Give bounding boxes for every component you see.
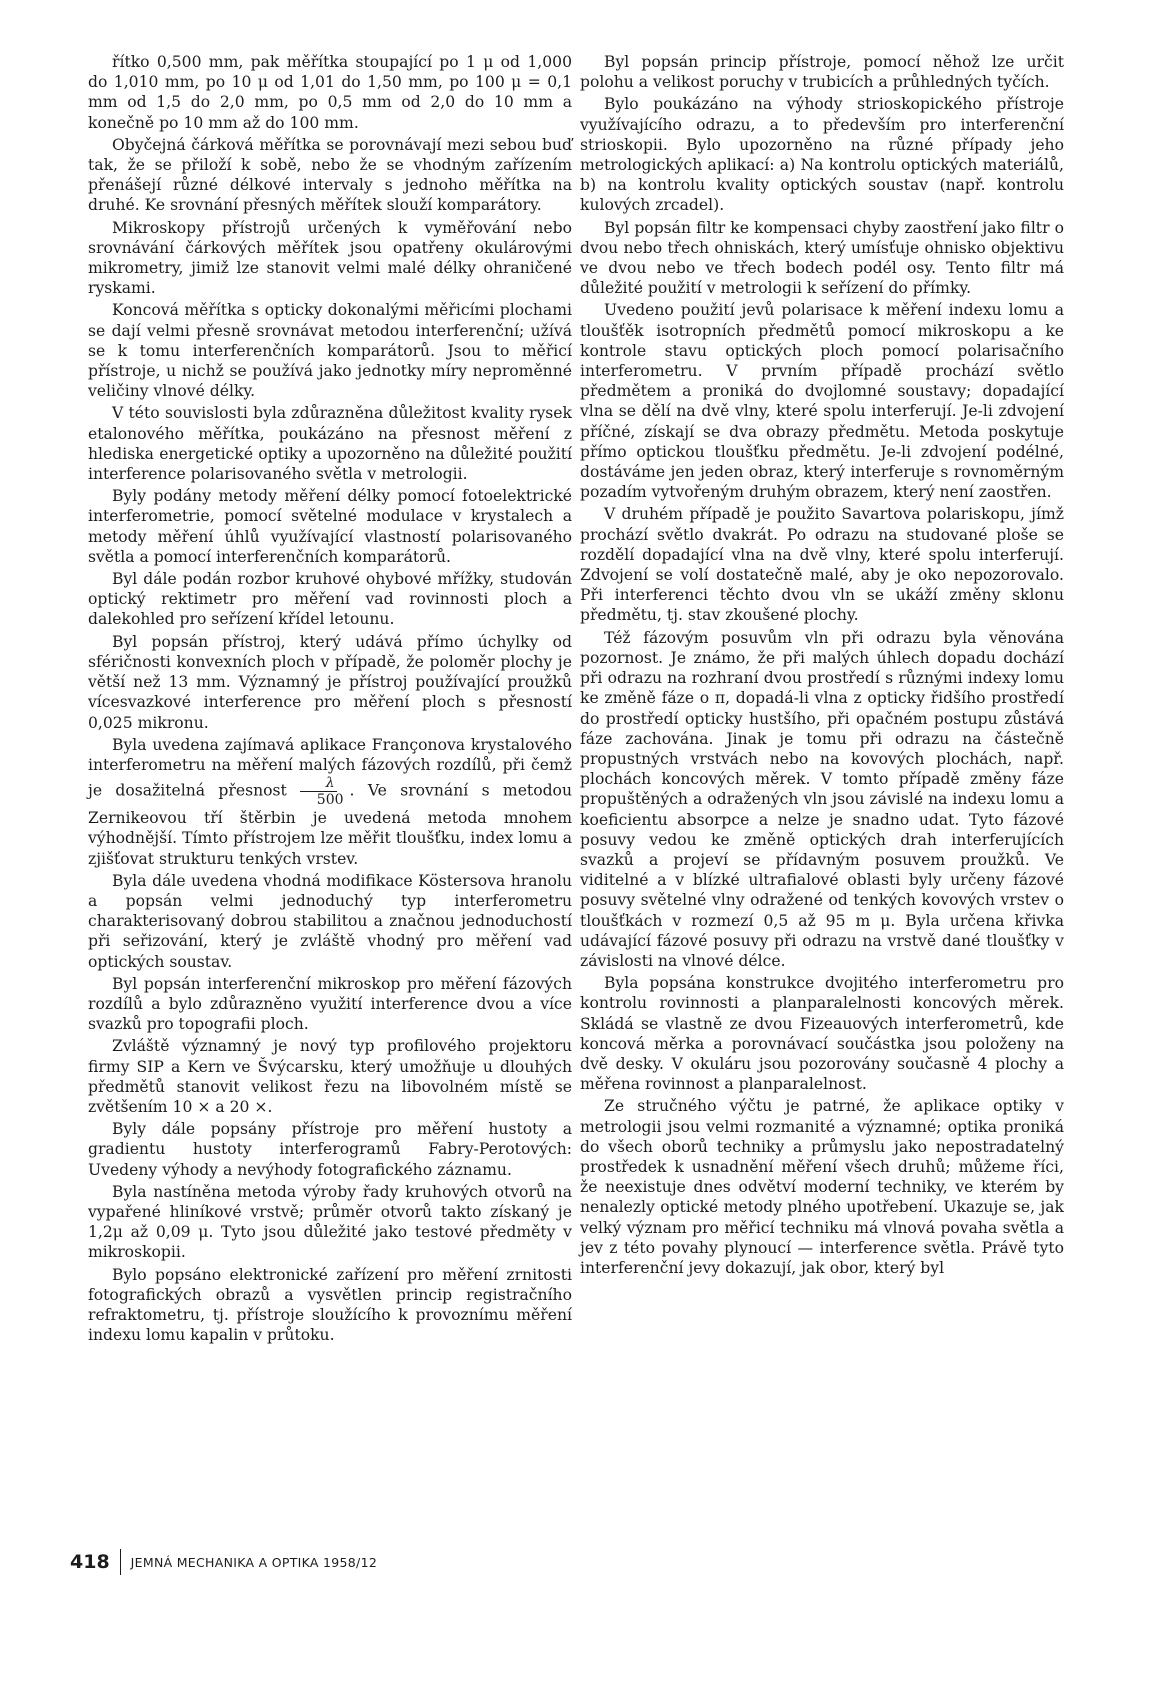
- paragraph-text: Byla uvedena zajímavá aplikace Françonova krystalového interferometru na měření malých fázových rozdílů, při čemž je dosažitelná přesnost: [88, 735, 572, 800]
- paragraph: Byla nastíněna metoda výroby řady kruhových otvorů na vypařené hliníkové vrstvě; průměr otvorů takto získaný je 1,2μ až 0,09 μ. Tyto jsou důležité jako testové předměty v mikroskopii.: [88, 1182, 572, 1262]
- fraction-numerator: λ: [300, 775, 337, 792]
- paragraph-text: . Ve srovnání s metodou Zernikeovou tří štěrbin je uvedená metoda mnohem výhodnější. Tímto přístrojem lze měřit tloušťku, index lomu a zjišťovat strukturu tenkých vrstev.: [88, 781, 572, 868]
- paragraph: Též fázovým posuvům vln při odrazu byla věnována pozornost. Je známo, že při malých úhlech dopadu dochází při odrazu na rozhraní dvou prostředí s různými indexy lomu ke změně fáze o π, dopadá-li vlna z opticky řidšího prostředí do prostředí opticky hustšího, při opačném postupu zůstává fáze zachována. Jinak je tomu při odrazu na částečně propustných vrstvách nebo na kovových plochách, např. plochách koncových měrek. V tomto případě změny fáze propuštěných a odražených vln jsou závislé na indexu lomu a koeficientu absorpce a nelze je snadno udat. Tyto fázové posuvy vedou ke změně optických drah interferujících svazků a projeví se přídavným posuvem proužků. Ve viditelné a v blízké ultrafialové oblasti byly určeny fázové posuvy světelné vlny odražené od tenkých kovových vrstev o tloušťkách v rozmezí 0,5 až 95 m μ. Byla určena křivka udávající fázové posuvy při odrazu na vrstvě dané tloušťky v závislosti na vlnové délce.: [580, 628, 1064, 970]
- paragraph: Bylo popsáno elektronické zařízení pro měření zrnitosti fotografických obrazů a vysvětlen princip registračního refraktometru, tj. přístroje sloužícího k provoznímu měření indexu lomu kapalin v průtoku.: [88, 1265, 572, 1345]
- footer-divider: [120, 1549, 121, 1575]
- fraction-formula: [291, 775, 346, 808]
- paragraph: Byla popsána konstrukce dvojitého interferometru pro kontrolu rovinnosti a planparalelnosti koncových měrek. Skládá se vlastně ze dvou Fizeauových interferometrů, kde koncová měrka a porovnávací součástka jsou položeny na dvě desky. V okuláru jsou pozorovány současně 4 plochy a měřena rovinnost a planparalelnost.: [580, 974, 1064, 1094]
- paragraph: Zvláště významný je nový typ profilového projektoru firmy SIP a Kern ve Švýcarsku, který umožňuje u dlouhých předmětů stanovit velikost řezu na libovolném místě se zvětšením 10 × a 20 ×.: [88, 1037, 572, 1116]
- paragraph: Bylo poukázáno na výhody strioskopického přístroje využívajícího odrazu, a to především pro interferenční strioskopii. Bylo upozorněno na různé případy jeho metrologických aplikací: a) Na kontrolu optických materiálů, b) na kontrolu kvality optických soustav (např. kontrolu kulových zrcadel).: [580, 95, 1064, 215]
- page-number: 418: [70, 1551, 110, 1573]
- paragraph: Mikroskopy přístrojů určených k vyměřování nebo srovnávání čárkových měřítek jsou opatřeny okulárovými mikrometry, jimiž lze stanovit velmi malé délky ohraničené ryskami.: [88, 218, 572, 298]
- paragraph: Byl dále podán rozbor kruhové ohybové mřížky, studován optický rektimetr pro měření vad rovinnosti ploch a dalekohled pro seřízení křídel letounu.: [88, 570, 572, 629]
- paragraph: Obyčejná čárková měřítka se porovnávají mezi sebou buď tak, že se přiloží k sobě, nebo že se vhodným zařízením přenášejí různé délkové intervaly s jednoho měřítka na druhé. Ke srovnání přesných měřítek slouží komparátory.: [88, 135, 572, 215]
- paragraph: Ze stručného výčtu je patrné, že aplikace optiky v metrologii jsou velmi rozmanité a významné; optika proniká do všech oborů techniky a průmyslu jako nepostradatelný prostředek k usnadnění měření všech druhů; můžeme říci, že neexistuje dnes odvětví moderní techniky, ve kterém by nenalezly optické metody plného upotřebení. Ukazuje se, jak velký význam pro měřicí techniku má vlnová povaha světla a jev z této povahy plynoucí — interference světla. Právě tyto interferenční jevy dokazují, jak obor, který byl: [580, 1097, 1064, 1277]
- paragraph: Byly podány metody měření délky pomocí fotoelektrické interferometrie, pomocí světelné modulace v krystalech a metody měření úhlů využívající vlastností polarisovaného světla a pomocí interferenčních komparátorů.: [88, 487, 572, 566]
- paragraph: Byly dále popsány přístroje pro měření hustoty a gradientu hustoty interferogramů Fabry-Perotových: Uvedeny výhody a nevýhody fotografického záznamu.: [88, 1120, 572, 1179]
- paragraph-with-formula: [88, 735, 572, 869]
- paragraph: Uvedeno použití jevů polarisace k měření indexu lomu a tloušťěk isotropních předmětů pomocí mikroskopu a ke kontrole stavu optických ploch pomocí polarisačního interferometru. V prvním případě prochází světlo předmětem a proniká do dvojlomné soustavy; dopadající vlna se dělí na dvě vlny, které spolu interferují. Je-li zdvojení příčné, získají se dva obrazy předmětu. Metoda poskytuje přímo optickou tloušťku předmětu. Je-li zdvojení podélné, dostáváme jen jeden obraz, který interferuje s rovnoměrným pozadím vytvořeným druhým obrazem, který není zaostřen.: [580, 301, 1064, 502]
- paragraph: V druhém případě je použito Savartova polariskopu, jímž prochází světlo dvakrát. Po odrazu na studované ploše se rozdělí dopadající vlna na dvě vlny, které spolu interferují. Zdvojení se volí dostatečně malé, aby je oko nepozorovalo. Při interferenci těchto dvou vln se ukáží změny sklonu předmětu, tj. stav zkoušené plochy.: [580, 505, 1064, 625]
- paragraph: Byl popsán interferenční mikroskop pro měření fázových rozdílů a bylo zdůrazněno využití interference dvou a více svazků pro topografii ploch.: [88, 974, 572, 1034]
- paragraph: Byl popsán filtr ke kompensaci chyby zaostření jako filtr o dvou nebo třech ohniskách, který umísťuje ohnisko objektivu ve dvou nebo ve třech bodech podél osy. Tento filtr má důležité použití v metrologii k seřízení do přímky.: [580, 218, 1064, 298]
- paragraph: řítko 0,500 mm, pak měřítka stoupající po 1 μ od 1,000 do 1,010 mm, po 10 μ od 1,01 do 1,50 mm, po 100 μ = 0,1 mm od 1,5 do 2,0 mm, po 0,5 mm od 2,0 do 10 mm a konečně po 10 mm až do 100 mm.: [88, 53, 572, 132]
- paragraph: Byl popsán princip přístroje, pomocí něhož lze určit polohu a velikost poruchy v trubicích a průhledných tyčích.: [580, 53, 1064, 92]
- fraction-denominator: 500: [316, 792, 344, 809]
- paragraph: Byla dále uvedena vhodná modifikace Köstersova hranolu a popsán velmi jednoduchý typ interferometru charakterisovaný dobrou stabilitou a značnou jednoduchostí při seřizování, který je zvláště vhodný pro měření vad optických soustav.: [88, 871, 572, 971]
- paragraph: V této souvislosti byla zdůrazněna důležitost kvality rysek etalonového měřítka, poukázáno na přesnost měření z hlediska energetické optiky a upozorněno na důležité použití interference polarisovaného světla v metrologii.: [88, 404, 572, 484]
- journal-title: JEMNÁ MECHANIKA A OPTIKA 1958/12: [130, 1554, 378, 1570]
- page-footer: [70, 1549, 377, 1575]
- left-column: [88, 52, 572, 1347]
- right-column: [580, 52, 1064, 1280]
- paragraph: Byl popsán přístroj, který udává přímo úchylky od sféričnosti konvexních ploch v případě, že poloměr plochy je větší než 13 mm. Významný je přístroj používající proužků vícesvazkové interference pro měření ploch s přesností 0,025 mikronu.: [88, 632, 572, 732]
- paragraph: Koncová měřítka s opticky dokonalými měřicími plochami se dají velmi přesně srovnávat metodou interferenční; užívá se k tomu interferenčních komparátorů. Jsou to měřicí přístroje, u nichž se používá jako jednotky míry neproměnné veličiny vlnové délky.: [88, 301, 572, 401]
